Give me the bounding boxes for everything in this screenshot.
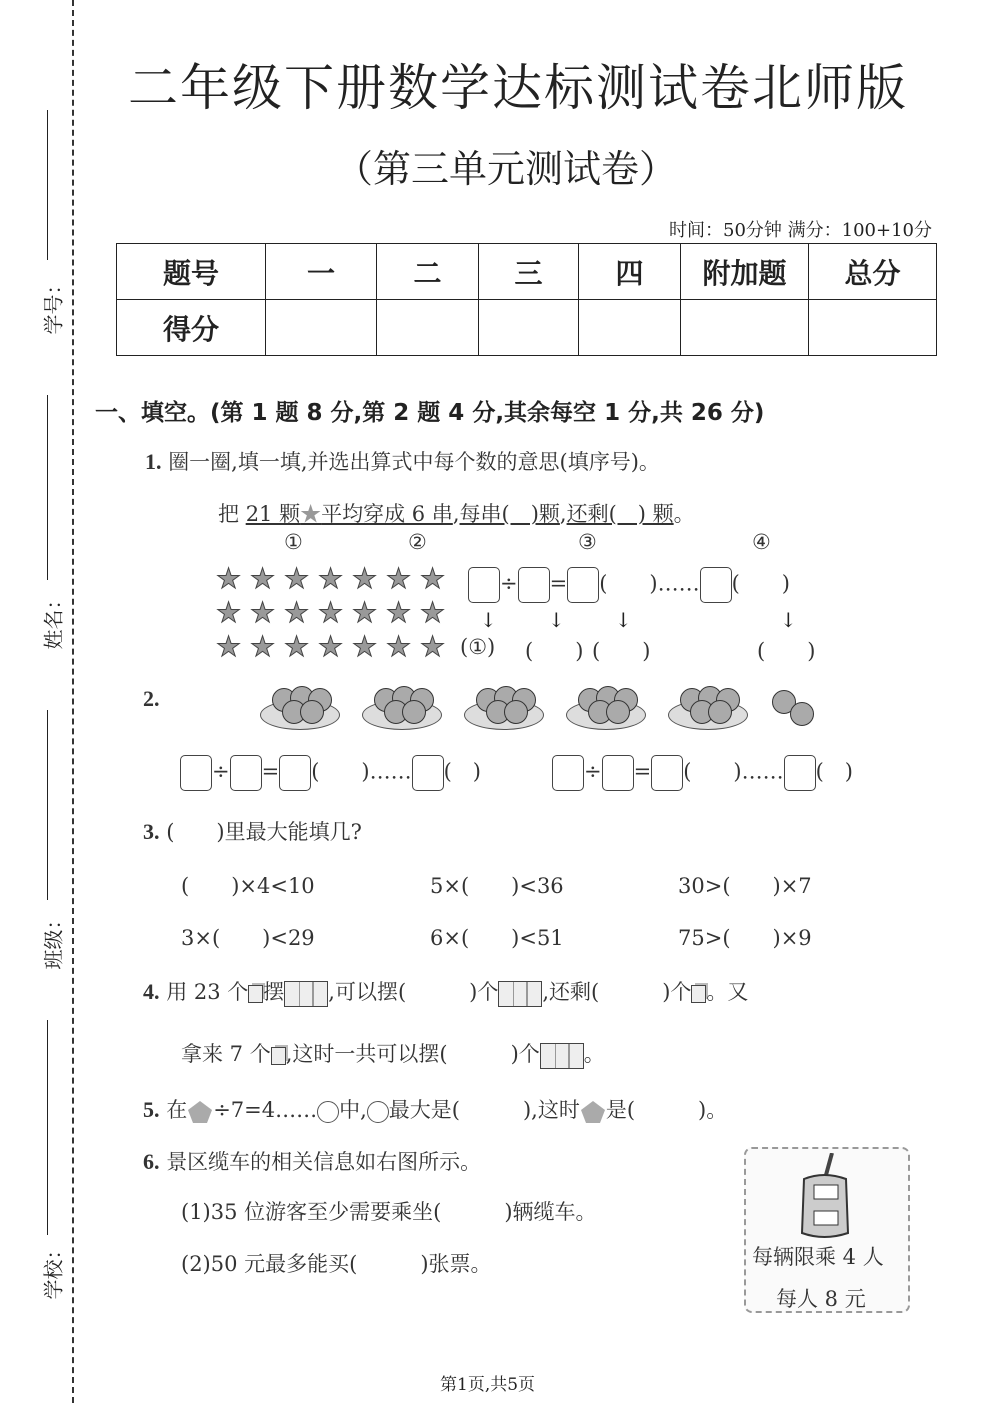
star-icon: ★ <box>216 562 242 595</box>
star-icon: ★ <box>420 630 446 663</box>
inequality[interactable]: ( )×4<10 <box>181 874 315 898</box>
divide-sign: ÷ <box>500 571 518 596</box>
text: 。又 <box>706 980 749 1004</box>
answer-box[interactable] <box>230 755 262 791</box>
part-1 <box>246 502 321 526</box>
divide-sign: ÷ <box>212 759 230 784</box>
apple-icon <box>790 702 814 726</box>
divide-sign: ÷ <box>584 759 602 784</box>
score-cell[interactable] <box>479 300 579 356</box>
answer-box[interactable] <box>700 567 732 603</box>
marker: ④ <box>752 530 771 554</box>
answer-box[interactable] <box>412 755 444 791</box>
dots: …… <box>369 759 412 784</box>
question-6 <box>143 1146 481 1176</box>
question-text: 圈一圈,填一填,并选出算式中每个数的意思(填序号)。 <box>168 450 660 474</box>
star-icon: ★ <box>352 562 378 595</box>
arrow-down-icon: ↓ <box>780 608 797 632</box>
cable-car-card <box>744 1147 910 1313</box>
cube-group-icon <box>498 981 542 1007</box>
apple-icon <box>606 700 630 724</box>
star-icon: ★ <box>386 596 412 629</box>
star-icon: ★ <box>250 630 276 663</box>
pentagon-icon <box>580 1100 606 1124</box>
answer-box[interactable] <box>468 567 500 603</box>
answer-box[interactable] <box>518 567 550 603</box>
answer-blank[interactable]: ( ) <box>757 639 816 663</box>
score-table <box>116 243 937 356</box>
score-cell[interactable] <box>809 300 937 356</box>
star-icon: ★ <box>284 562 310 595</box>
star-icon: ★ <box>284 596 310 629</box>
text: 21 颗 <box>245 502 301 526</box>
star-icon: ★ <box>386 562 412 595</box>
exam-meta: 时间：50分钟 满分：100+10分 <box>669 220 932 241</box>
answer-blank[interactable]: ,这时一共可以摆( )个 <box>285 1042 540 1066</box>
marker: ② <box>408 530 427 554</box>
cable-car-icon <box>794 1153 854 1243</box>
inequality[interactable]: 5×( )<36 <box>430 874 564 898</box>
star-icon: ★ <box>386 630 412 663</box>
star-icon: ★ <box>250 596 276 629</box>
score-row-label: 得分 <box>117 300 266 356</box>
text: 在 <box>166 1098 188 1122</box>
cut-line <box>72 0 74 1403</box>
answer-box[interactable] <box>651 755 683 791</box>
score-cell[interactable] <box>377 300 479 356</box>
cube-icon <box>691 985 706 1003</box>
question-4-line-2 <box>181 1038 605 1069</box>
star-icon: ★ <box>284 630 310 663</box>
equals-sign: = <box>549 571 568 596</box>
inequality[interactable]: 75>( )×9 <box>678 926 812 950</box>
header-cell: 附加题 <box>681 244 809 300</box>
page-title: 二年级下册数学达标测试卷北师版 <box>128 59 908 117</box>
text: ÷7=4…… <box>213 1098 318 1122</box>
marker: ③ <box>578 530 597 554</box>
apple-icon <box>300 700 324 724</box>
text: 。 <box>583 1042 605 1066</box>
section-heading: 一、填空。(第 1 题 8 分,第 2 题 4 分,其余每空 1 分,共 26 分) <box>95 400 765 426</box>
inequality[interactable]: 6×( )<51 <box>430 926 564 950</box>
question-number: 1. <box>145 449 162 474</box>
text: 拿来 7 个 <box>181 1042 271 1066</box>
header-cell: 总分 <box>809 244 937 300</box>
question-number: 6. <box>143 1149 160 1174</box>
star-icon: ★ <box>216 630 242 663</box>
unit-blank[interactable]: ( ) <box>443 759 481 784</box>
cube-icon <box>248 985 263 1003</box>
text: 把 <box>218 502 239 526</box>
equals-sign: = <box>633 759 652 784</box>
circle-icon <box>317 1101 339 1123</box>
card-price: 每人 8 元 <box>776 1287 866 1311</box>
answer-box[interactable] <box>180 755 212 791</box>
cube-group-icon <box>540 1043 584 1069</box>
star-icon: ★ <box>352 596 378 629</box>
answer-box[interactable] <box>279 755 311 791</box>
name-label: 姓名： <box>41 589 66 650</box>
q2-equation-1 <box>180 755 481 791</box>
question-number: 5. <box>143 1097 160 1122</box>
star-icon: ★ <box>420 596 446 629</box>
star-icon: ★ <box>318 596 344 629</box>
answer-box[interactable] <box>567 567 599 603</box>
page-subtitle: （第三单元测试卷） <box>335 147 678 191</box>
star-icon: ★ <box>318 562 344 595</box>
apple-icon <box>708 700 732 724</box>
question-5 <box>143 1094 727 1124</box>
school-line <box>47 1020 48 1235</box>
q1-sentence <box>218 498 695 528</box>
q6-sub-2[interactable]: (2)50 元最多能买( )张票。 <box>181 1252 492 1276</box>
score-cell[interactable] <box>579 300 681 356</box>
answer-blank[interactable]: ,还剩( )个 <box>542 980 692 1004</box>
header-cell: 四 <box>579 244 681 300</box>
circle-icon <box>367 1101 389 1123</box>
question-4-line-1 <box>143 976 748 1007</box>
unit-blank[interactable]: ( ) <box>599 571 658 596</box>
part-3: 每串( )颗 <box>459 502 560 526</box>
cube-group-icon <box>284 981 328 1007</box>
text: , <box>559 502 567 526</box>
star-icon: ★ <box>216 596 242 629</box>
answer-blank[interactable]: 最大是( ),这时 <box>388 1098 580 1122</box>
part-4: 还剩( ) 颗 <box>566 502 674 526</box>
question-3 <box>143 816 362 846</box>
answer-box[interactable] <box>602 755 634 791</box>
header-cell: 二 <box>377 244 479 300</box>
answer-blank[interactable]: ,可以摆( )个 <box>328 980 499 1004</box>
header-cell: 一 <box>266 244 377 300</box>
score-cell[interactable] <box>681 300 809 356</box>
header-cell: 题号 <box>117 244 266 300</box>
unit-blank[interactable]: ( ) <box>731 571 790 596</box>
class-line <box>47 710 48 900</box>
answer-blank[interactable]: 是( )。 <box>605 1098 728 1122</box>
text: 中, <box>339 1098 367 1122</box>
arrow-down-icon: ↓ <box>548 608 565 632</box>
text: 摆 <box>263 980 285 1004</box>
answer-box[interactable] <box>552 755 584 791</box>
marker: ① <box>284 530 303 554</box>
part-2: 平均穿成 6 串 <box>321 502 453 526</box>
score-cell[interactable] <box>266 300 377 356</box>
page-footer: 第1页,共5页 <box>440 1375 536 1395</box>
question-number: 2. <box>143 686 160 711</box>
question-text: 景区缆车的相关信息如右图所示。 <box>166 1150 482 1174</box>
dots: …… <box>741 759 784 784</box>
pentagon-icon <box>187 1100 213 1124</box>
q6-sub-1[interactable]: (1)35 位游客至少需要乘坐( )辆缆车。 <box>181 1200 597 1224</box>
unit-blank[interactable]: ( ) <box>683 759 742 784</box>
star-icon: ★ <box>300 502 322 526</box>
question-1 <box>145 446 660 476</box>
text: 用 23 个 <box>166 980 249 1004</box>
school-label: 学校： <box>41 1239 66 1300</box>
q1-equation <box>468 567 790 603</box>
star-icon: ★ <box>250 562 276 595</box>
class-label: 班级： <box>41 909 66 970</box>
arrow-down-icon: ↓ <box>480 608 497 632</box>
inequality[interactable]: 3×( )<29 <box>181 926 315 950</box>
remainder-dots: …… <box>657 571 700 596</box>
unit-blank[interactable]: ( ) <box>815 759 853 784</box>
text: , <box>452 502 460 526</box>
question-number: 4. <box>143 979 160 1004</box>
answer-box[interactable] <box>784 755 816 791</box>
apple-icon <box>402 700 426 724</box>
unit-blank[interactable]: ( ) <box>311 759 370 784</box>
equals-sign: = <box>261 759 280 784</box>
card-capacity: 每辆限乘 4 人 <box>752 1245 884 1269</box>
star-icon: ★ <box>420 562 446 595</box>
header-cell: 三 <box>479 244 579 300</box>
star-icon: ★ <box>352 630 378 663</box>
cube-icon <box>271 1047 286 1065</box>
student-id-line <box>47 110 48 260</box>
text: 。 <box>673 502 695 526</box>
q2-equation-2 <box>552 755 853 791</box>
answer-blank[interactable]: ( ) <box>525 639 584 663</box>
question-text: ( )里最大能填几? <box>166 820 362 844</box>
answer-blank[interactable]: (①) <box>460 635 496 659</box>
arrow-down-icon: ↓ <box>615 608 632 632</box>
student-id-label: 学号： <box>41 274 66 335</box>
question-number: 3. <box>143 819 160 844</box>
star-icon: ★ <box>318 630 344 663</box>
name-line <box>47 395 48 580</box>
apple-icon <box>504 700 528 724</box>
answer-blank[interactable]: ( ) <box>592 639 651 663</box>
inequality[interactable]: 30>( )×7 <box>678 874 812 898</box>
